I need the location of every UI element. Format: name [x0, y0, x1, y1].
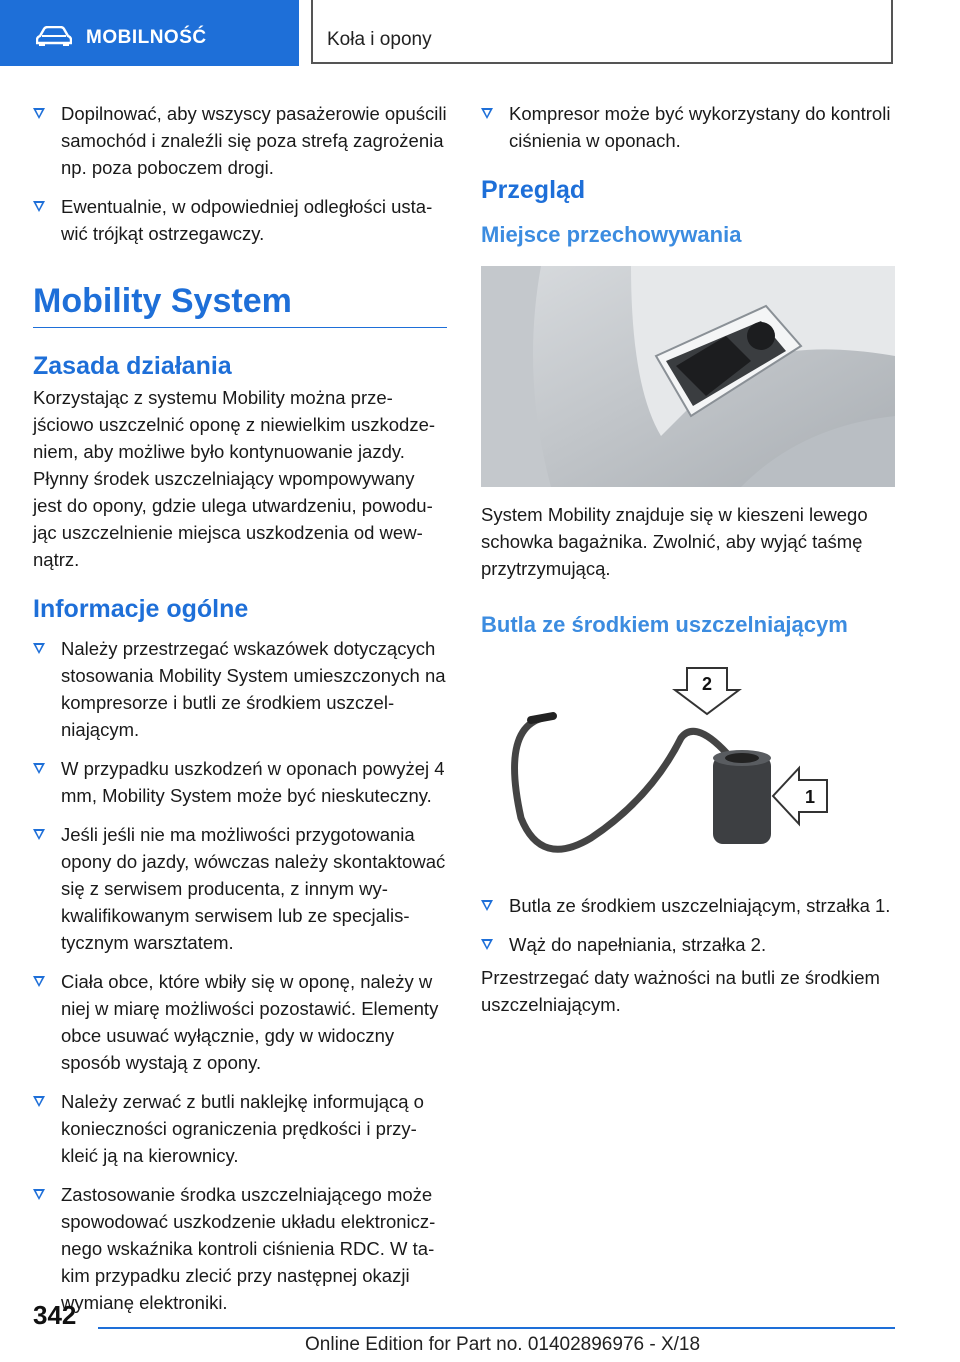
- triangle-bullet-icon: [33, 976, 45, 987]
- footer-edition: Online Edition for Part no. 01402896976 - X/18: [305, 1334, 701, 1355]
- paragraph: Przestrzegać daty ważności na butli ze środkiem uszczelniającym.: [481, 967, 880, 1015]
- list-item: Kompresor może być wykorzystany do kontroli ciśnienia w oponach.: [481, 100, 897, 154]
- arrow-1-icon: [773, 768, 827, 824]
- chapter-header: [311, 0, 893, 64]
- triangle-bullet-icon: [33, 829, 45, 840]
- triangle-bullet-icon: [33, 108, 45, 119]
- list-item: Ciała obce, które wbiły się w oponę, należy w niej w miarę możliwości pozostawić. Elementy obce usuwać wyłącznie, gdy w widoczny sposób wystają z opony.: [33, 968, 447, 1076]
- left-column: [33, 100, 447, 1328]
- list-item: Butla ze środkiem uszczelniającym, strzałka 1.: [481, 892, 897, 919]
- section-heading: Przegląd: [481, 176, 586, 204]
- footer-divider: [98, 1327, 895, 1329]
- arrow-2-icon: [675, 668, 739, 714]
- section-tab[interactable]: [0, 0, 299, 66]
- list-item: Należy przestrzegać wskazówek dotyczących stosowania Mobility System umieszczonych na kompresorze i butli ze środkiem uszczelniającym.: [33, 635, 447, 743]
- list-item: Należy zerwać z butli naklejkę informującą o konieczności ograniczenia prędkości i przykleić ją na kierownicy.: [33, 1088, 447, 1169]
- list-item: W przypadku uszkodzeń w oponach powyżej 4 mm, Mobility System może być nieskuteczny.: [33, 755, 447, 809]
- sealant-bottle-diagram: [481, 658, 895, 878]
- svg-text:2: 2: [701, 674, 713, 694]
- list-item: Dopilnować, aby wszyscy pasażerowie opuścili samochód i znaleźli się poza strefą zagrożenia np. poza poboczem drogi.: [33, 100, 447, 181]
- triangle-bullet-icon: [33, 201, 45, 212]
- subsection-heading: Butla ze środkiem uszczelniającym: [481, 612, 848, 637]
- page-number: 342: [33, 1300, 77, 1330]
- triangle-bullet-icon: [33, 1096, 45, 1107]
- storage-photo: [481, 266, 895, 487]
- triangle-bullet-icon: [481, 900, 493, 911]
- right-column: [481, 100, 897, 1018]
- section-heading: Zasada działania: [33, 352, 232, 380]
- triangle-bullet-icon: [33, 643, 45, 654]
- list-item: Zastosowanie środka uszczelniającego może spowodować uszkodzenie układu elektronicznego wskaźnika kontroli ciśnienia RDC. W takim przypadku zlecić przy następnej okazji wymianę elektroniki.: [33, 1181, 447, 1316]
- svg-text:1: 1: [804, 787, 816, 807]
- triangle-bullet-icon: [33, 1189, 45, 1200]
- list-item: Wąż do napełniania, strzałka 2.: [481, 931, 897, 958]
- paragraph: Korzystając z systemu Mobility można przejściowo uszczelnić oponę z niewielkim uszkodzeniem, aby możliwe było kontynuowanie jazdy. Płynny środek uszczelniający wpompowywany jest do opony, gdzie ulega utwardzeniu, powodując uszczelnienie miejsca uszkodzenia od wewnątrz.: [33, 387, 436, 570]
- car-icon: [36, 26, 72, 46]
- paragraph: System Mobility znajduje się w kieszeni lewego schowka bagażnika. Zwolnić, aby wyjąć taśmę przytrzymującą.: [481, 504, 868, 579]
- triangle-bullet-icon: [481, 108, 493, 119]
- triangle-bullet-icon: [33, 763, 45, 774]
- list-item: Jeśli jeśli nie ma możliwości przygotowania opony do jazdy, wówczas należy skontaktować się z serwisem producenta, z innym wykwalifikowanym serwisem lub ze specjalistycznym warsztatem.: [33, 821, 447, 956]
- section-heading: Informacje ogólne: [33, 595, 249, 623]
- triangle-bullet-icon: [481, 939, 493, 950]
- list-item: Ewentualnie, w odpowiedniej odległości ustawić trójkąt ostrzegawczy.: [33, 193, 447, 247]
- chapter-label: Koła i opony: [327, 29, 432, 50]
- section-label: MOBILNOŚĆ: [86, 27, 207, 48]
- subsection-heading: Miejsce przechowywania: [481, 222, 742, 247]
- page-title: Mobility System: [33, 281, 447, 328]
